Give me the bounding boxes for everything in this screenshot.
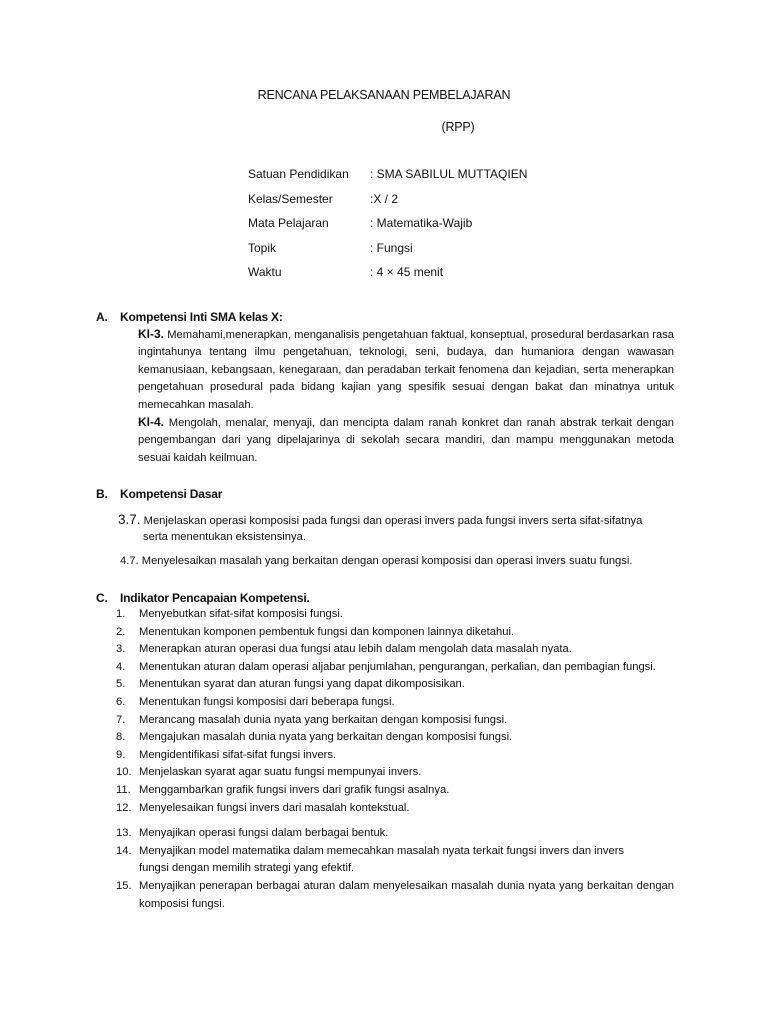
list-item	[116, 729, 674, 747]
item-number: 2.	[116, 625, 126, 638]
section-a-heading	[96, 310, 283, 324]
item-number: 15.	[116, 879, 132, 892]
item-number: 6.	[116, 695, 126, 708]
subtitle-text: (RPP)	[441, 120, 475, 134]
list-item	[116, 641, 674, 659]
section-b-title: Kompetensi Dasar	[120, 487, 223, 501]
section-b-heading	[96, 487, 222, 501]
indicator-list	[116, 606, 674, 913]
item-number: 4.	[116, 660, 126, 673]
kd-3-7-number: 3.7.	[118, 512, 141, 527]
item-text: Menyelesaikan fungsi invers dari masalah kontekstual.	[139, 801, 410, 814]
item-number: 5.	[116, 678, 126, 691]
list-item	[116, 764, 674, 782]
identity-row	[248, 241, 527, 266]
item-number: 7.	[116, 713, 126, 726]
list-item	[116, 825, 674, 843]
identity-label: Waktu	[248, 265, 282, 279]
ki4-code: KI-4.	[138, 415, 165, 429]
section-c-title: Indikator Pencapaian Kompetensi.	[120, 591, 310, 605]
identity-row	[248, 167, 527, 192]
item-text: Mengidentifikasi sifat-sifat fungsi invers.	[139, 748, 337, 761]
identity-value: :X / 2	[370, 191, 399, 206]
item-number: 3.	[116, 643, 126, 656]
ki4-text: Mengolah, menalar, menyaji, dan mencipta dalam ranah konkret dan ranah abstrak terkait dengan pengembangan dari yang dipelajarinya di sekolah secara mandiri, dan mampu menggunakan metoda sesuai kaidah keilmuan.	[138, 417, 674, 464]
item-text: Merancang masalah dunia nyata yang berkaitan dengan komposisi fungsi.	[139, 713, 508, 726]
item-text: Menyajikan operasi fungsi dalam berbagai bentuk.	[139, 827, 389, 840]
list-item	[116, 676, 674, 694]
list-item	[116, 712, 674, 730]
section-a-label: A.	[96, 310, 108, 324]
ki3-code: KI-3.	[138, 327, 165, 341]
item-text: Menentukan fungsi komposisi dari beberapa fungsi.	[139, 695, 395, 708]
list-item	[116, 659, 674, 677]
item-number: 10.	[116, 766, 132, 779]
item-text: Menyebutkan sifat-sifat komposisi fungsi.	[139, 608, 343, 620]
item-number: 1.	[116, 608, 126, 620]
identity-label: Satuan Pendidikan	[248, 167, 349, 181]
document-subtitle	[0, 120, 768, 134]
list-item	[116, 747, 674, 765]
identity-table	[248, 167, 527, 290]
section-c-heading	[96, 591, 310, 605]
document-title: RENCANA PELAKSANAAN PEMBELAJARAN	[257, 88, 511, 102]
identity-value: : 4 × 45 menit	[370, 265, 444, 279]
kd-3-7-line2: serta menentukan eksistensinya.	[143, 531, 306, 543]
identity-value: : Matematika-Wajib	[370, 216, 473, 230]
ki3-text: Memahami,menerapkan, menganalisis pengetahuan faktual, konseptual, prosedural berdasarkan rasa ingintahunya tentang ilmu pengetahuan, teknologi, seni, budaya, dan humaniora dengan wawasan kemanusiaan, kebangsaan, kenegaraan, dan peradaban terkait fenomena dan kejadian, serta menerapkan pengetahuan prosedural pada bidang kajian yang spesifik sesuai dengan bakat dan minatnya untuk memecahkan masalah.	[138, 329, 675, 411]
item-text: Menentukan komponen pembentuk fungsi dan komponen lainnya diketahui.	[139, 625, 515, 638]
list-item	[116, 694, 674, 712]
item-text: Menggambarkan grafik fungsi invers dari grafik fungsi asalnya.	[139, 783, 450, 796]
item-text: Menerapkan aturan operasi dua fungsi atau lebih dalam mengolah data masalah nyata.	[139, 643, 572, 656]
section-a-title: Kompetensi Inti SMA kelas X:	[120, 310, 283, 324]
section-c-label: C.	[96, 591, 108, 605]
item-number: 13.	[116, 827, 132, 840]
identity-label: Mata Pelajaran	[248, 216, 329, 230]
item-text: Menyajikan model matematika dalam memecahkan masalah nyata terkait fungsi invers dan invers fungsi dengan memilih strategi yang efektif.	[139, 844, 625, 875]
identity-row	[248, 216, 527, 241]
identity-label: Topik	[248, 240, 277, 255]
identity-value: : SMA SABILUL MUTTAQIEN	[370, 167, 528, 181]
list-item	[116, 624, 674, 642]
item-number: 12.	[116, 801, 132, 814]
list-item	[116, 782, 674, 800]
item-text: Menjelaskan syarat agar suatu fungsi mempunyai invers.	[139, 766, 422, 779]
list-item	[116, 606, 674, 624]
item-number: 14.	[116, 844, 132, 857]
identity-value: : Fungsi	[370, 240, 413, 255]
ki4-paragraph	[138, 414, 674, 467]
item-text: Menyajikan penerapan berbagai aturan dalam menyelesaikan masalah dunia nyata yang berkaitan dengan komposisi fungsi.	[139, 879, 674, 910]
ki3-paragraph	[138, 326, 674, 414]
identity-row	[248, 192, 527, 217]
list-item	[116, 843, 674, 878]
item-text: Menentukan aturan dalam operasi aljabar penjumlahan, pengurangan, perkalian, dan pembagian fungsi.	[139, 660, 656, 673]
identity-label: Kelas/Semester	[248, 191, 333, 206]
item-text: Menentukan syarat dan aturan fungsi yang dapat dikomposisikan.	[139, 678, 465, 691]
item-text: Mengajukan masalah dunia nyata yang berkaitan dengan komposisi fungsi.	[139, 731, 513, 744]
list-item	[116, 878, 674, 913]
item-number: 8.	[116, 731, 126, 744]
kd-3-7-text-line1: Menjelaskan operasi komposisi pada fungsi dan operasi invers pada fungsi invers serta sifat-sifatnya	[143, 515, 643, 527]
kd-4-7: 4.7. Menyelesaikan masalah yang berkaitan dengan operasi komposisi dan operasi invers suatu fungsi.	[120, 555, 633, 567]
identity-row	[248, 265, 527, 290]
item-number: 11.	[116, 783, 131, 796]
item-number: 9.	[116, 748, 126, 761]
list-item	[116, 800, 674, 818]
kd-3-7	[118, 511, 678, 530]
section-b-label: B.	[96, 487, 108, 501]
